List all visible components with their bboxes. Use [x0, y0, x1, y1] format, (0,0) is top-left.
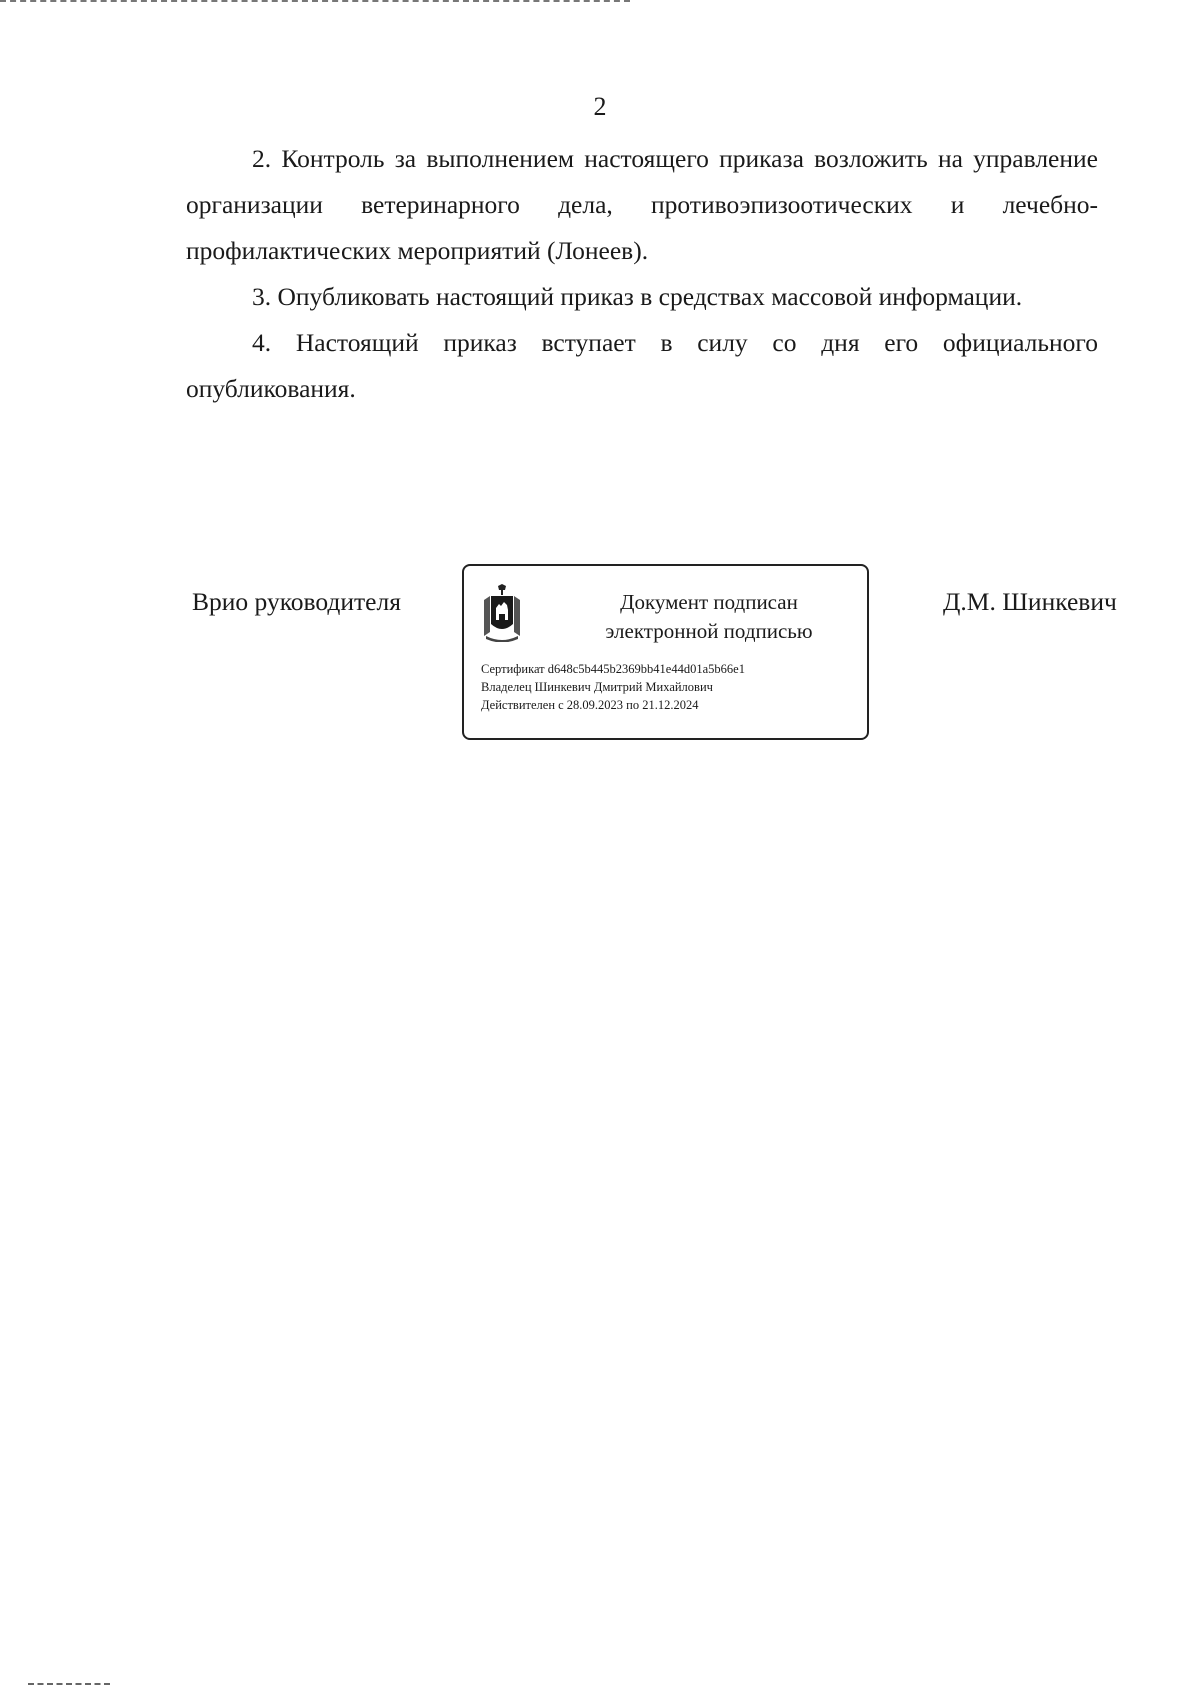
bottom-scan-dash-line — [28, 1683, 110, 1685]
electronic-signature-stamp — [462, 564, 869, 740]
signatory-position: Врио руководителя — [192, 587, 401, 616]
paragraph-2: 2. Контроль за выполнением настоящего приказа возложить на управление организации ветеринарного дела, противоэпизоотических и лечебно-профилактических мероприятий (Лонеев). — [186, 144, 1098, 265]
stamp-owner: Владелец Шинкевич Дмитрий Михайлович — [481, 680, 713, 694]
signatory-name: Д.М. Шинкевич — [943, 587, 1117, 616]
stamp-heading-line1: Документ подписан — [620, 590, 798, 614]
stamp-details — [481, 660, 745, 714]
coat-of-arms-icon — [480, 584, 524, 642]
paragraph-3: 3. Опубликовать настоящий приказ в средствах массовой информации. — [252, 282, 1023, 311]
stamp-certificate: Сертификат d648c5b445b2369bb41e44d01a5b66e1 — [481, 662, 745, 676]
top-scan-dash-line — [0, 0, 630, 2]
page-number: 2 — [593, 92, 607, 121]
stamp-heading-line2: электронной подписью — [605, 619, 813, 643]
document-body — [186, 136, 1098, 412]
paragraph-4: 4. Настоящий приказ вступает в силу со дня его официального опубликования. — [186, 328, 1098, 403]
stamp-heading — [564, 588, 854, 646]
stamp-validity: Действителен с 28.09.2023 по 21.12.2024 — [481, 698, 699, 712]
